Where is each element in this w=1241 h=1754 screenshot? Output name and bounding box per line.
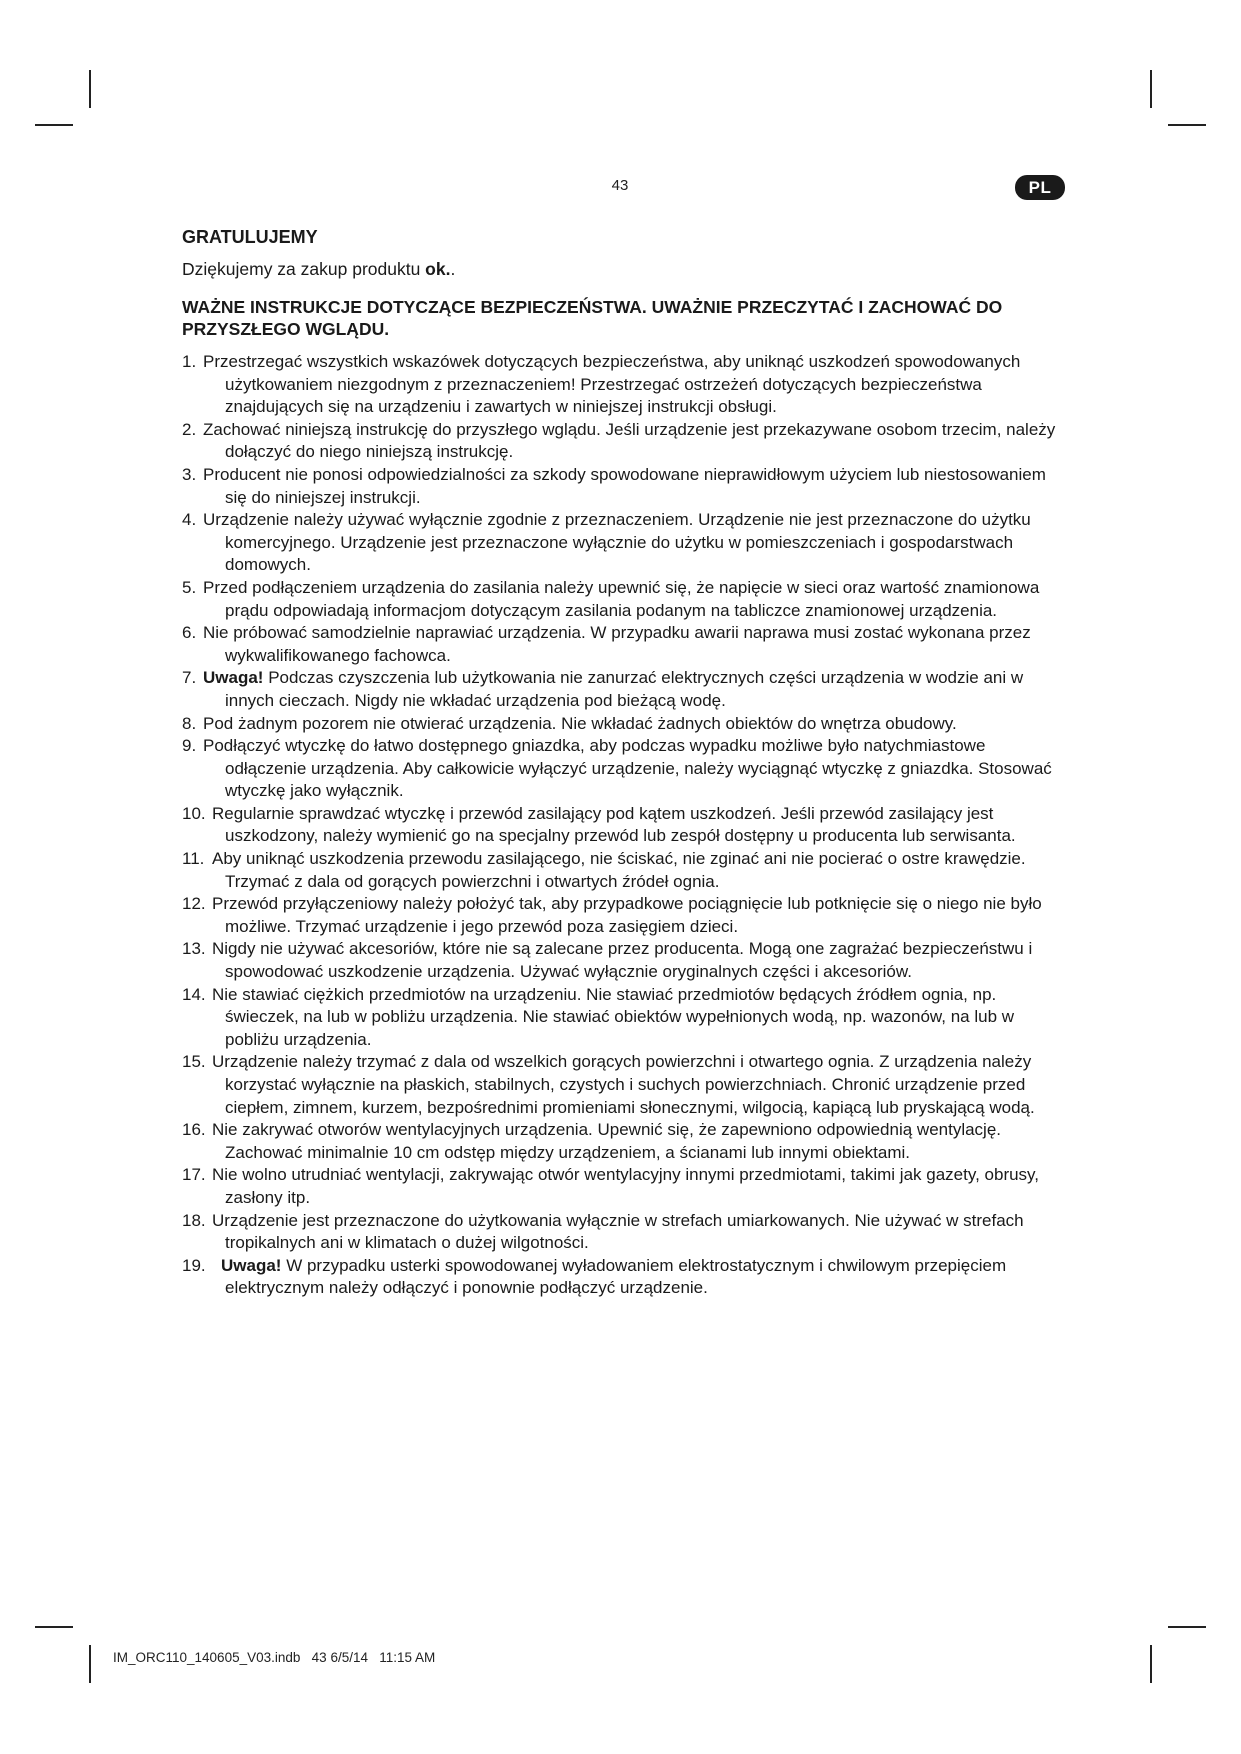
thanks-line [182, 258, 1062, 281]
safety-item-number: 14. [182, 984, 206, 1004]
safety-item-number: 16. [182, 1120, 206, 1140]
crop-mark-top-right-vertical [1150, 70, 1152, 108]
safety-item-text [203, 352, 1020, 416]
safety-item-number: 7. [182, 668, 197, 688]
safety-item [182, 1164, 1062, 1209]
warning-label: Uwaga! [221, 1255, 282, 1275]
safety-item-text [203, 465, 1046, 507]
safety-item [182, 803, 1062, 848]
crop-mark-top-left-horizontal [35, 124, 73, 126]
safety-item-body: Pod żadnym pozorem nie otwierać urządzenia. Nie wkładać żadnych obiektów do wnętrza obudowy. [203, 713, 957, 733]
safety-item-text [203, 578, 1039, 620]
safety-item-body: Nigdy nie używać akcesoriów, które nie są zalecane przez producenta. Mogą one zagrażać bezpieczeństwu i spowodować uszkodzenie urządzenia. Używać wyłącznie oryginalnych części i akcesoriów. [212, 939, 1033, 982]
safety-item-body: W przypadku usterki spowodowanej wyładowaniem elektrostatycznym i chwilowym przepięciem elektrycznym należy odłączyć i ponownie podłączyć urządzenie. [225, 1255, 1007, 1298]
safety-item-text [203, 736, 1052, 800]
safety-item-body: Urządzenie należy trzymać z dala od wszelkich gorących powierzchni i otwartego ognia. Z urządzenia należy korzystać wyłącznie na płaskich, stabilnych, czystych i suchych powierzchniach. Chronić urządzenie przed ciepłem, zimnem, kurzem, bezpośrednimi promieniami słonecznymi, wilgocią, kapiącą lub pryskającą wodą. [212, 1052, 1035, 1117]
safety-item-body: Podłączyć wtyczkę do łatwo dostępnego gniazdka, aby podczas wypadku możliwe było natychmiastowe odłączenie urządzenia. Aby całkowicie wyłączyć urządzenie, należy wyciągnąć wtyczkę z gniazdka. Stosować wtyczkę jako wyłącznik. [203, 736, 1052, 801]
safety-item-body: Przed podłączeniem urządzenia do zasilania należy upewnić się, że napięcie w sieci oraz wartość znamionowa prądu odpowiadają informacjom dotyczącym zasilania podanym na tabliczce znamionowej urządzenia. [203, 577, 1040, 620]
safety-item [182, 713, 1062, 736]
safety-item-number: 1. [182, 352, 197, 371]
safety-item-text [203, 623, 1031, 665]
safety-item [182, 984, 1062, 1052]
safety-item-number: 17. [182, 1165, 206, 1185]
thanks-text: Dziękujemy za zakup produktu [182, 259, 426, 279]
crop-mark-bottom-right-horizontal [1168, 1626, 1206, 1628]
safety-item-text [212, 849, 1026, 891]
safety-item [182, 419, 1062, 464]
safety-item [182, 351, 1062, 419]
safety-item-number: 18. [182, 1210, 206, 1230]
safety-item [182, 735, 1062, 803]
crop-mark-bottom-left-vertical [89, 1645, 91, 1683]
safety-item [182, 1210, 1062, 1255]
safety-item-text [203, 668, 1023, 710]
brand-name: ok. [425, 259, 451, 279]
safety-item-text [212, 1120, 1001, 1162]
safety-item [182, 893, 1062, 938]
safety-item [182, 1051, 1062, 1119]
safety-item [182, 622, 1062, 667]
safety-item-body: Nie próbować samodzielnie naprawiać urządzenia. W przypadku awarii naprawa musi zostać wykonana przez wykwalifikowanego fachowca. [203, 623, 1031, 665]
footer-time: 11:15 AM [379, 1650, 436, 1665]
print-footer [113, 1650, 435, 1665]
footer-file-name: IM_ORC110_140605_V03.indb [113, 1650, 301, 1665]
safety-item-text [212, 1211, 1024, 1253]
safety-item-number: 19. [182, 1255, 206, 1275]
safety-item-body: Podczas czyszczenia lub użytkowania nie zanurzać elektrycznych części urządzenia w wodzie ani w innych cieczach. Nigdy nie wkładać urządzenia pod bieżącą wodę. [225, 668, 1024, 710]
safety-item-number: 9. [182, 736, 197, 756]
safety-item [182, 848, 1062, 893]
safety-item-text [212, 939, 1032, 981]
warning-label: Uwaga! [203, 668, 264, 688]
safety-item-body: Nie zakrywać otworów wentylacyjnych urządzenia. Upewnić się, że zapewniono odpowiednią wentylację. Zachować minimalnie 10 cm odstęp między urządzeniem, a ścianami lub innymi obiektami. [212, 1120, 1002, 1162]
safety-item [182, 577, 1062, 622]
safety-item-body: Producent nie ponosi odpowiedzialności za szkody spowodowane nieprawidłowym użyciem lub niestosowaniem się do niniejszej instrukcji. [203, 464, 1046, 507]
crop-mark-top-left-vertical [89, 70, 91, 108]
safety-item [182, 1255, 1062, 1300]
safety-item-body: Nie wolno utrudniać wentylacji, zakrywając otwór wentylacyjny innymi przedmiotami, takimi jak gazety, obrusy, zasłony itp. [212, 1165, 1040, 1207]
safety-item-number: 3. [182, 464, 197, 484]
safety-item-number: 12. [182, 894, 206, 914]
safety-item-text [221, 1256, 1006, 1298]
safety-item-number: 5. [182, 577, 197, 597]
safety-item [182, 509, 1062, 577]
safety-item [182, 667, 1062, 712]
safety-item-text [212, 1165, 1039, 1207]
safety-item-text [203, 714, 957, 733]
document-body [182, 226, 1062, 1300]
crop-mark-top-right-horizontal [1168, 124, 1206, 126]
safety-item-text [203, 510, 1031, 574]
safety-item-number: 10. [182, 803, 206, 823]
crop-mark-bottom-right-vertical [1150, 1645, 1152, 1683]
footer-date: 6/5/14 [330, 1650, 368, 1665]
footer-page: 43 [311, 1650, 327, 1665]
safety-item-body: Przewód przyłączeniowy należy położyć tak, aby przypadkowe pociągnięcie lub potknięcie się o niego nie było możliwe. Trzymać urządzenie i jego przewód poza zasięgiem dzieci. [212, 894, 1042, 936]
safety-item-number: 4. [182, 510, 197, 530]
safety-item-text [212, 985, 1014, 1049]
safety-item [182, 1119, 1062, 1164]
safety-item-number: 6. [182, 623, 197, 643]
safety-item-text [212, 804, 1016, 846]
safety-item-body: Przestrzegać wszystkich wskazówek dotyczących bezpieczeństwa, aby uniknąć uszkodzeń spowodowanych użytkowaniem niezgodnym z przeznaczeniem! Przestrzegać ostrzeżeń dotyczących bezpieczeństwa znajdujących się na urządzeniu i zawartych w niniejszej instrukcji obsługi. [203, 352, 1021, 417]
safety-item-body: Nie stawiać ciężkich przedmiotów na urządzeniu. Nie stawiać przedmiotów będących źródłem ognia, np. świeczek, na lub w pobliżu urządzenia. Nie stawiać obiektów wypełnionych wodą, np. wazonów, na lub w pobliżu urządzenia. [212, 984, 1015, 1049]
crop-mark-bottom-left-horizontal [35, 1626, 73, 1628]
language-badge: PL [1015, 175, 1065, 200]
safety-item-number: 8. [182, 713, 197, 733]
safety-item-number: 2. [182, 419, 197, 439]
thanks-end: . [450, 259, 456, 279]
safety-item-text [212, 1052, 1035, 1116]
safety-item-body: Urządzenie jest przeznaczone do użytkowania wyłącznie w strefach umiarkowanych. Nie używać w strefach tropikalnych ani w klimatach o dużej wilgotności. [212, 1210, 1024, 1253]
safety-item-body: Aby uniknąć uszkodzenia przewodu zasilającego, nie ściskać, nie zginać ani nie pocierać o ostre krawędzie. Trzymać z dala od gorących powierzchni i otwartych źródeł ognia. [212, 849, 1026, 891]
safety-item-body: Urządzenie należy używać wyłącznie zgodnie z przeznaczeniem. Urządzenie nie jest przeznaczone do użytku komercyjnego. Urządzenie jest przeznaczone wyłącznie do użytku w pomieszczeniach i gospodarstwach domowych. [203, 510, 1031, 575]
safety-item-number: 11. [182, 849, 205, 869]
page-number: 43 [611, 177, 629, 194]
safety-heading: WAŻNE INSTRUKCJE DOTYCZĄCE BEZPIECZEŃSTWA. UWAŻNIE PRZECZYTAĆ I ZACHOWAĆ DO PRZYSZŁEGO WGLĄDU. [182, 297, 1003, 339]
safety-instructions-list [182, 351, 1062, 1300]
safety-item [182, 464, 1062, 509]
safety-item-body: Regularnie sprawdzać wtyczkę i przewód zasilający pod kątem uszkodzeń. Jeśli przewód zasilający jest uszkodzony, należy wymienić go na specjalny przewód lub zespół dostępny u producenta lub serwisanta. [212, 803, 1016, 846]
safety-item-number: 13. [182, 939, 206, 959]
safety-item-text [212, 894, 1042, 936]
safety-item [182, 938, 1062, 983]
safety-item-body: Zachować niniejszą instrukcję do przyszłego wglądu. Jeśli urządzenie jest przekazywane osobom trzecim, należy dołączyć do niego niniejszą instrukcję. [203, 419, 1056, 462]
intro-heading: GRATULUJEMY [182, 227, 318, 247]
safety-item-text [203, 420, 1055, 462]
safety-item-number: 15. [182, 1052, 206, 1072]
